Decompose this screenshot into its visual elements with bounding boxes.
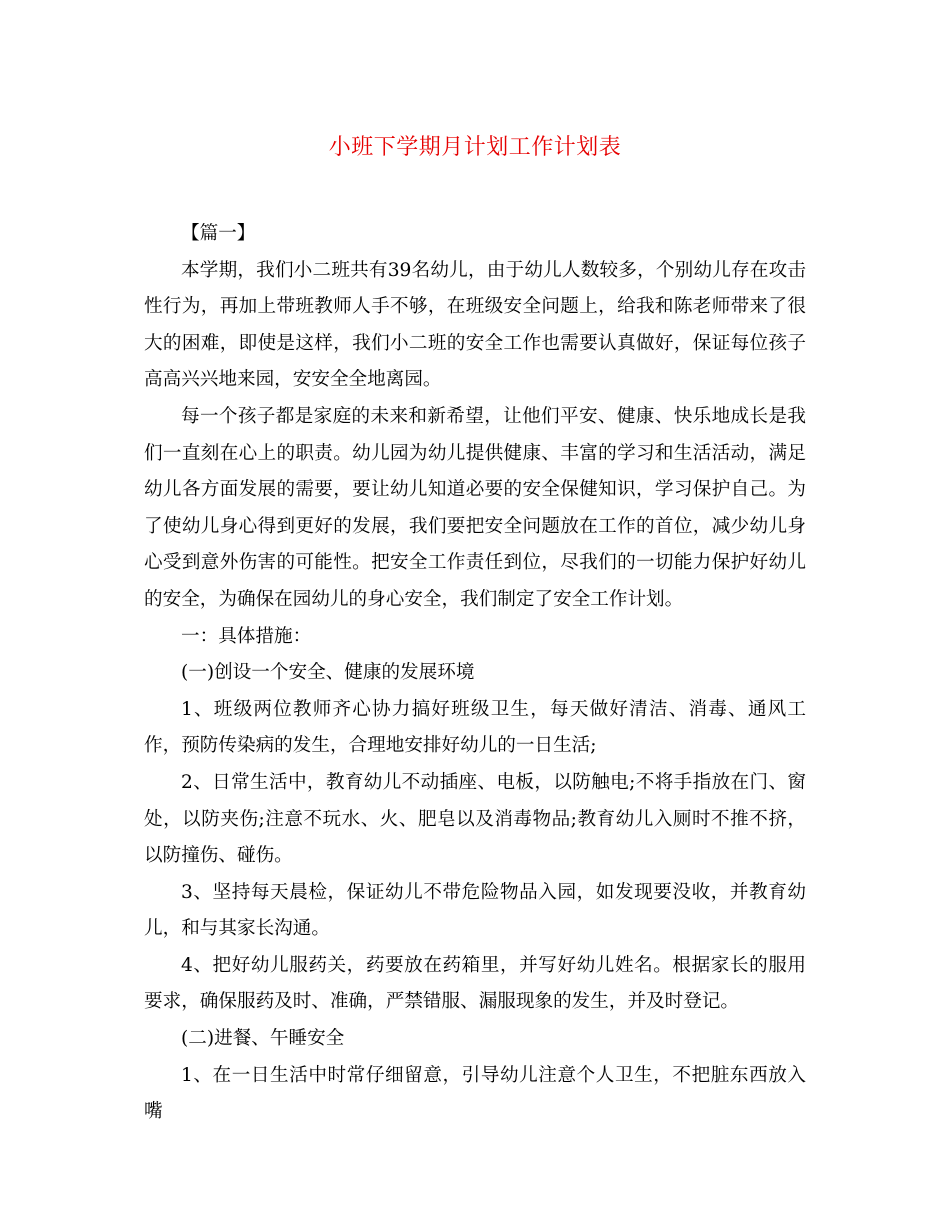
list-item: 1、班级两位教师齐心协力搞好班级卫生，每天做好清洁、消毒、通风工作，预防传染病的发生，合理地安排好幼儿的一日生活; [144,698,806,757]
list-item: 1、在一日生活中时常仔细留意，引导幼儿注意个人卫生，不把脏东西放入嘴 [144,1064,806,1123]
list-item: 3、坚持每天晨检，保证幼儿不带危险物品入园，如发现要没收，并教育幼儿，和与其家长沟通。 [144,881,806,940]
paragraph: 每一个孩子都是家庭的未来和新希望，让他们平安、健康、快乐地成长是我们一直刻在心上的职责。幼儿园为幼儿提供健康、丰富的学习和生活活动，满足幼儿各方面发展的需要，要让幼儿知道必要的安全保健知识，学习保护自己。为了使幼儿身心得到更好的发展，我们要把安全问题放在工作的首位，减少幼儿身心受到意外伤害的可能性。把安全工作责任到位，尽我们的一切能力保护好幼儿的安全，为确保在园幼儿的身心安全，我们制定了安全工作计划。 [144,405,806,610]
section-heading: 【篇一】 [181,223,256,244]
document-body [144,216,806,1131]
paragraph: 本学期，我们小二班共有39名幼儿，由于幼儿人数较多，个别幼儿存在攻击性行为，再加上带班教师人手不够，在班级安全问题上，给我和陈老师带来了很大的困难，即使是这样，我们小二班的安全工作也需要认真做好，保证每位孩子高高兴兴地来园，安安全全地离园。 [144,259,806,391]
list-item: 2、日常生活中，教育幼儿不动插座、电板，以防触电;不将手指放在门、窗处，以防夹伤;注意不玩水、火、肥皂以及消毒物品;教育幼儿入厕时不推不挤，以防撞伤、碰伤。 [144,771,806,867]
subsection-heading: (二)进餐、午睡安全 [181,1028,345,1050]
document-title: 小班下学期月计划工作计划表 [328,135,622,160]
list-item: 4、把好幼儿服药关，药要放在药箱里，并写好幼儿姓名。根据家长的服用要求，确保服药及时、准确，严禁错服、漏服现象的发生，并及时登记。 [144,954,806,1013]
list-heading: 一：具体措施： [181,625,312,647]
subsection-heading: (一)创设一个安全、健康的发展环境 [181,662,475,684]
